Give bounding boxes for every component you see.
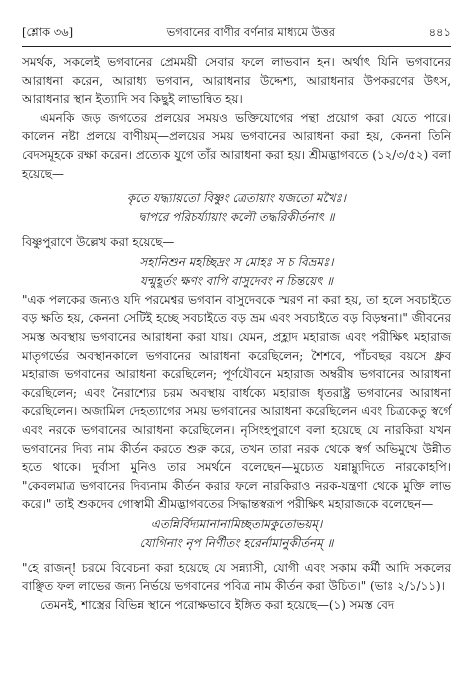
paragraph-5: "হে রাজন্! চরমে বিবেচনা করা হয়েছে যে সন্ন্যাসী, যোগী এবং সকাম কর্মী আদি সকলের বাঞ্ছিত ফল লাভের জন্য নির্ভয়ে ভগবানের পবিত্র নাম কীর্তন করা উচিত।" (ভাঃ ২/১/১১)।	[22, 560, 451, 594]
verse-1-line-1: কৃতে যদ্ধ্যায়তো বিষ্ণুং ত্রেতায়াং যজতো মখৈঃ।	[126, 191, 347, 206]
running-title: ভগবানের বাণীর বর্ণনার মাধ্যমে উত্তর	[166, 25, 336, 39]
page-body	[22, 53, 451, 615]
verse-2-line-2: যন্মুহূর্তং ক্ষণং বাপি বাসুদেবং ন চিন্তয়েৎ ॥	[140, 273, 333, 288]
paragraph-6: তেমনই, শাস্ত্রের বিভিন্ন স্থানে পরোক্ষভাবে ইঙ্গিত করা হয়েছে—(১) সমস্ত বেদ	[40, 598, 395, 613]
verse-1-line-2: দ্বাপরে পরিচর্য্যায়াং কলৌ তদ্ধরিকীর্তনাৎ ॥	[138, 210, 335, 225]
paragraph-1: সমর্থক, সকলেই ভগবানের প্রেমময়ী সেবার ফলে লাভবান হন। অর্থাৎ যিনি ভগবানের আরাধনা করেন, আরাধ্য ভগবান, আরাধনার উদ্দেশ্য, আরাধনার উপকরণের উৎস, আরাধনার স্থান ইত্যাদি সব কিছুই লাভান্বিত হয়।	[22, 55, 451, 107]
verse-2-line-1: সহানিশুন মহচ্ছিদ্রং স মোহঃ স চ বিভ্রমঃ।	[139, 254, 334, 269]
verse-3-line-2: যোগিনাং নৃপ নির্ণীতং হরের্নামানুকীর্তনম্ ॥	[139, 535, 334, 550]
paragraph-2: এমনকি জড় জগতের প্রলয়ের সময়ও ভক্তিযোগের পন্থা প্রয়োগ করা যেতে পারে। কালেন নষ্টা প্রলয়ে বাণীয়ম্—প্রলয়ের সময় ভগবানের আরাধনা করা হয়, কেননা তিনি বেদসমূহকে রক্ষা করেন। প্রত্যেক যুগে তাঁর আরাধনা করা হয়। শ্রীমদ্ভাগবতে (১২/৩/৫২) বলা হয়েছে—	[22, 110, 451, 181]
paragraph-4: "এক পলকের জন্যও যদি পরমেশ্বর ভগবান বাসুদেবকে স্মরণ না করা হয়, তা হলে সবচাইতে বড় ক্ষতি হয়, কেননা সেটিই হচ্ছে সবচাইতে বড় ভ্রম এবং সবচাইতে বড় বিড়ম্বনা।" জীবনের সমস্ত অবস্থায় ভগবানের আরাধনা করা যায়। যেমন, প্রহ্লাদ মহারাজ এবং পরীক্ষিৎ মহারাজ মাতৃগর্ভের অবস্থানকালে ভগবানের আরাধনা করেছিলেন; শৈশবে, পাঁচবছর বয়সে ধ্রুব মহারাজ ভগবানের আরাধনা করেছিলেন; পূর্ণযৌবনে মহারাজ অম্বরীষ ভগবানের আরাধনা করেছিলেন; এবং নৈরাশ্যের চরম অবস্থায় বার্ধক্যে মহারাজ ধৃতরাষ্ট্র ভগবানের আরাধনা করেছিলেন। অজামিল দেহত্যাগের সময় ভগবানের আরাধনা করেছিলেন এবং চিত্রকেতু স্বর্গে এবং নরকে ভগবানের আরাধনা করেছিলেন। নৃসিংহপুরাণে বলা হয়েছে যে নারকিরা যখন ভগবানের দিব্য নাম কীর্তন করতে শুরু করে, তখন তারা নরক থেকে স্বর্গ অভিমুখে উন্নীত হতে থাকে। দুর্বাসা মুনিও তার সমর্থনে বলেছেন—মুচ্যেত যন্নাম্ন্যুদিতে নারকোহপি। "কেবলমাত্র ভগবানের দিব্যনাম কীর্তন করার ফলে নারকিরাও নরক-যন্ত্রণা থেকে মুক্তি লাভ করে।" তাই শুকদেব গোস্বামী শ্রীমদ্ভাগবতের সিদ্ধান্তস্বরূপ পরীক্ষিৎ মহারাজকে বলেছেন—	[22, 292, 451, 512]
verse-3-line-1: এতন্নির্বিদ্যমানানামিচ্ছতামকুতোভয়ম্।	[150, 516, 323, 531]
page-number: ৪৪১	[428, 25, 451, 39]
page-header	[22, 24, 451, 47]
verse-reference: [শ্লোক ৩৬]	[22, 25, 74, 39]
paragraph-3: বিষ্ণুপুরাণে উল্লেখ করা হয়েছে—	[22, 235, 175, 250]
